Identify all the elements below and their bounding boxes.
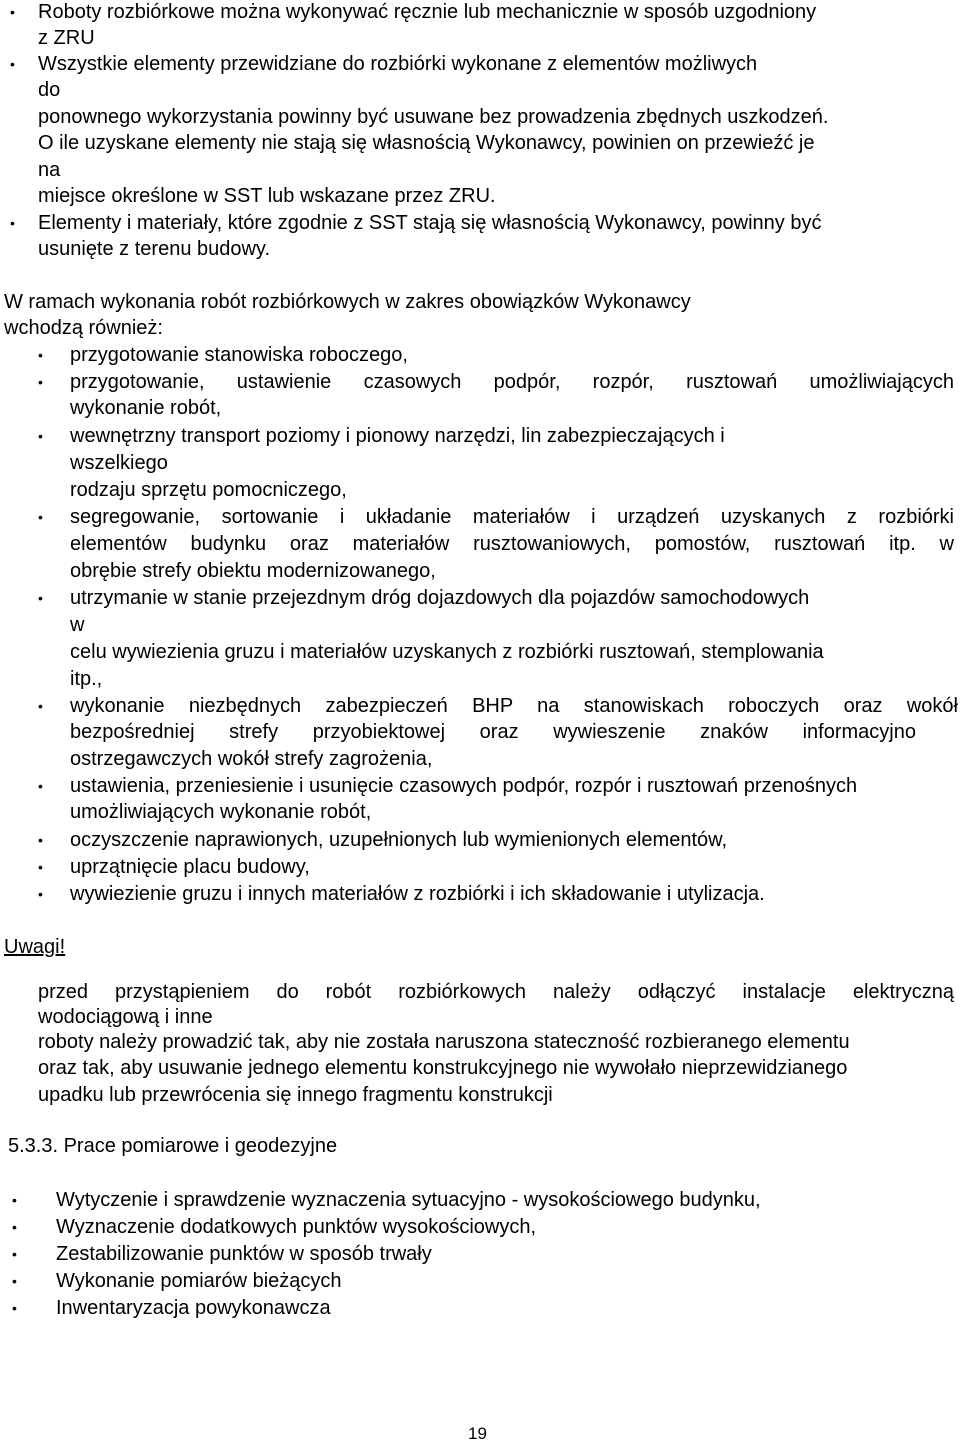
list-item-text: przygotowanie, ustawienie czasowych podpór, rozpór, rusztowań umożliwiających — [70, 371, 954, 393]
section-heading: 5.3.3. Prace pomiarowe i geodezyjne — [8, 1135, 338, 1157]
list-item-text: Zestabilizowanie punktów w sposób trwały — [56, 1243, 432, 1265]
list-item-text: usunięte z terenu budowy. — [38, 238, 271, 260]
list-item-text: na — [38, 159, 61, 181]
list-item-text: elementów budynku oraz materiałów rusztowaniowych, pomostów, rusztowań itp. w — [70, 533, 954, 555]
notes-line: roboty należy prowadzić tak, aby nie została naruszona stateczność rozbieranego elementu — [38, 1031, 850, 1053]
bullet-marker: • — [38, 347, 43, 363]
list-item-text: umożliwiających wykonanie robót, — [70, 801, 372, 823]
list-item-text: utrzymanie w stanie przejezdnym dróg dojazdowych dla pojazdów samochodowych — [70, 587, 810, 609]
bullet-marker: • — [10, 4, 15, 20]
bullet-marker: • — [10, 56, 15, 72]
page-number: 19 — [468, 1424, 487, 1443]
list-item-text: wykonanie niezbędnych zabezpieczeń BHP na stanowiskach roboczych oraz wokół — [70, 695, 958, 717]
list-item-text: Roboty rozbiórkowe można wykonywać ręcznie lub mechanicznie w sposób uzgodniony — [38, 1, 817, 23]
list-item-text: Inwentaryzacja powykonawcza — [56, 1297, 331, 1319]
bullet-marker: • — [38, 698, 43, 714]
bullet-marker: • — [12, 1273, 17, 1289]
list-item-text: celu wywiezienia gruzu i materiałów uzyskanych z rozbiórki rusztowań, stemplowania — [70, 641, 824, 663]
bullet-marker: • — [38, 374, 43, 390]
list-item-text: segregowanie, sortowanie i układanie materiałów i urządzeń uzyskanych z rozbiórki — [70, 506, 954, 528]
list-item-text: miejsce określone w SST lub wskazane przez ZRU. — [38, 185, 496, 207]
list-item-text: wewnętrzny transport poziomy i pionowy narzędzi, lin zabezpieczających i — [70, 425, 725, 447]
intro-paragraph-line: wchodzą również: — [4, 317, 163, 339]
list-item-text: wszelkiego — [70, 452, 168, 474]
list-item-text: bezpośredniej strefy przyobiektowej oraz wywieszenie znaków informacyjno — [70, 721, 916, 743]
list-item-text: ostrzegawczych wokół strefy zagrożenia, — [70, 748, 433, 770]
list-item-text: przygotowanie stanowiska roboczego, — [70, 344, 408, 366]
list-item-text: ponownego wykorzystania powinny być usuwane bez prowadzenia zbędnych uszkodzeń. — [38, 106, 829, 128]
bullet-marker: • — [38, 428, 43, 444]
notes-line: wodociągową i inne — [38, 1006, 213, 1028]
list-item-text: rodzaju sprzętu pomocniczego, — [70, 479, 347, 501]
list-item-text: ustawienia, przeniesienie i usunięcie czasowych podpór, rozpór i rusztowań przenośnych — [70, 775, 858, 797]
notes-line: przed przystąpieniem do robót rozbiórkowych należy odłączyć instalacje elektryczną — [38, 981, 954, 1003]
bullet-marker: • — [10, 215, 15, 231]
list-item-text: w — [70, 614, 85, 636]
list-item-text: Elementy i materiały, które zgodnie z SST stają się własnością Wykonawcy, powinny być — [38, 212, 822, 234]
list-item-text: Wykonanie pomiarów bieżących — [56, 1270, 342, 1292]
list-item-text: wywiezienie gruzu i innych materiałów z rozbiórki i ich składowanie i utylizacja. — [70, 883, 765, 905]
bullet-marker: • — [12, 1300, 17, 1316]
notes-label: Uwagi! — [4, 936, 66, 958]
bullet-marker: • — [38, 509, 43, 525]
bullet-marker: • — [38, 832, 43, 848]
list-item-text: Wyznaczenie dodatkowych punktów wysokościowych, — [56, 1216, 537, 1238]
list-item-text: O ile uzyskane elementy nie stają się własnością Wykonawcy, powinien on przewieźć je — [38, 132, 815, 154]
bullet-marker: • — [12, 1192, 17, 1208]
list-item-text: obrębie strefy obiektu modernizowanego, — [70, 560, 436, 582]
list-item-text: z ZRU — [38, 27, 95, 49]
bullet-marker: • — [38, 859, 43, 875]
list-item-text: do — [38, 79, 61, 101]
bullet-marker: • — [38, 778, 43, 794]
notes-line: upadku lub przewrócenia się innego fragmentu konstrukcji — [38, 1084, 553, 1106]
list-item-text: Wszystkie elementy przewidziane do rozbiórki wykonane z elementów możliwych — [38, 53, 758, 75]
bullet-marker: • — [38, 590, 43, 606]
bullet-marker: • — [12, 1246, 17, 1262]
list-item-text: Wytyczenie i sprawdzenie wyznaczenia sytuacyjno - wysokościowego budynku, — [56, 1189, 761, 1211]
notes-line: oraz tak, aby usuwanie jednego elementu konstrukcyjnego nie wywołało nieprzewidzianego — [38, 1057, 848, 1079]
list-item-text: itp., — [70, 668, 103, 690]
bullet-marker: • — [12, 1219, 17, 1235]
list-item-text: wykonanie robót, — [70, 397, 222, 419]
intro-paragraph-line: W ramach wykonania robót rozbiórkowych w zakres obowiązków Wykonawcy — [4, 291, 691, 313]
list-item-text: oczyszczenie naprawionych, uzupełnionych lub wymienionych elementów, — [70, 829, 728, 851]
list-item-text: uprzątnięcie placu budowy, — [70, 856, 310, 878]
bullet-marker: • — [38, 886, 43, 902]
